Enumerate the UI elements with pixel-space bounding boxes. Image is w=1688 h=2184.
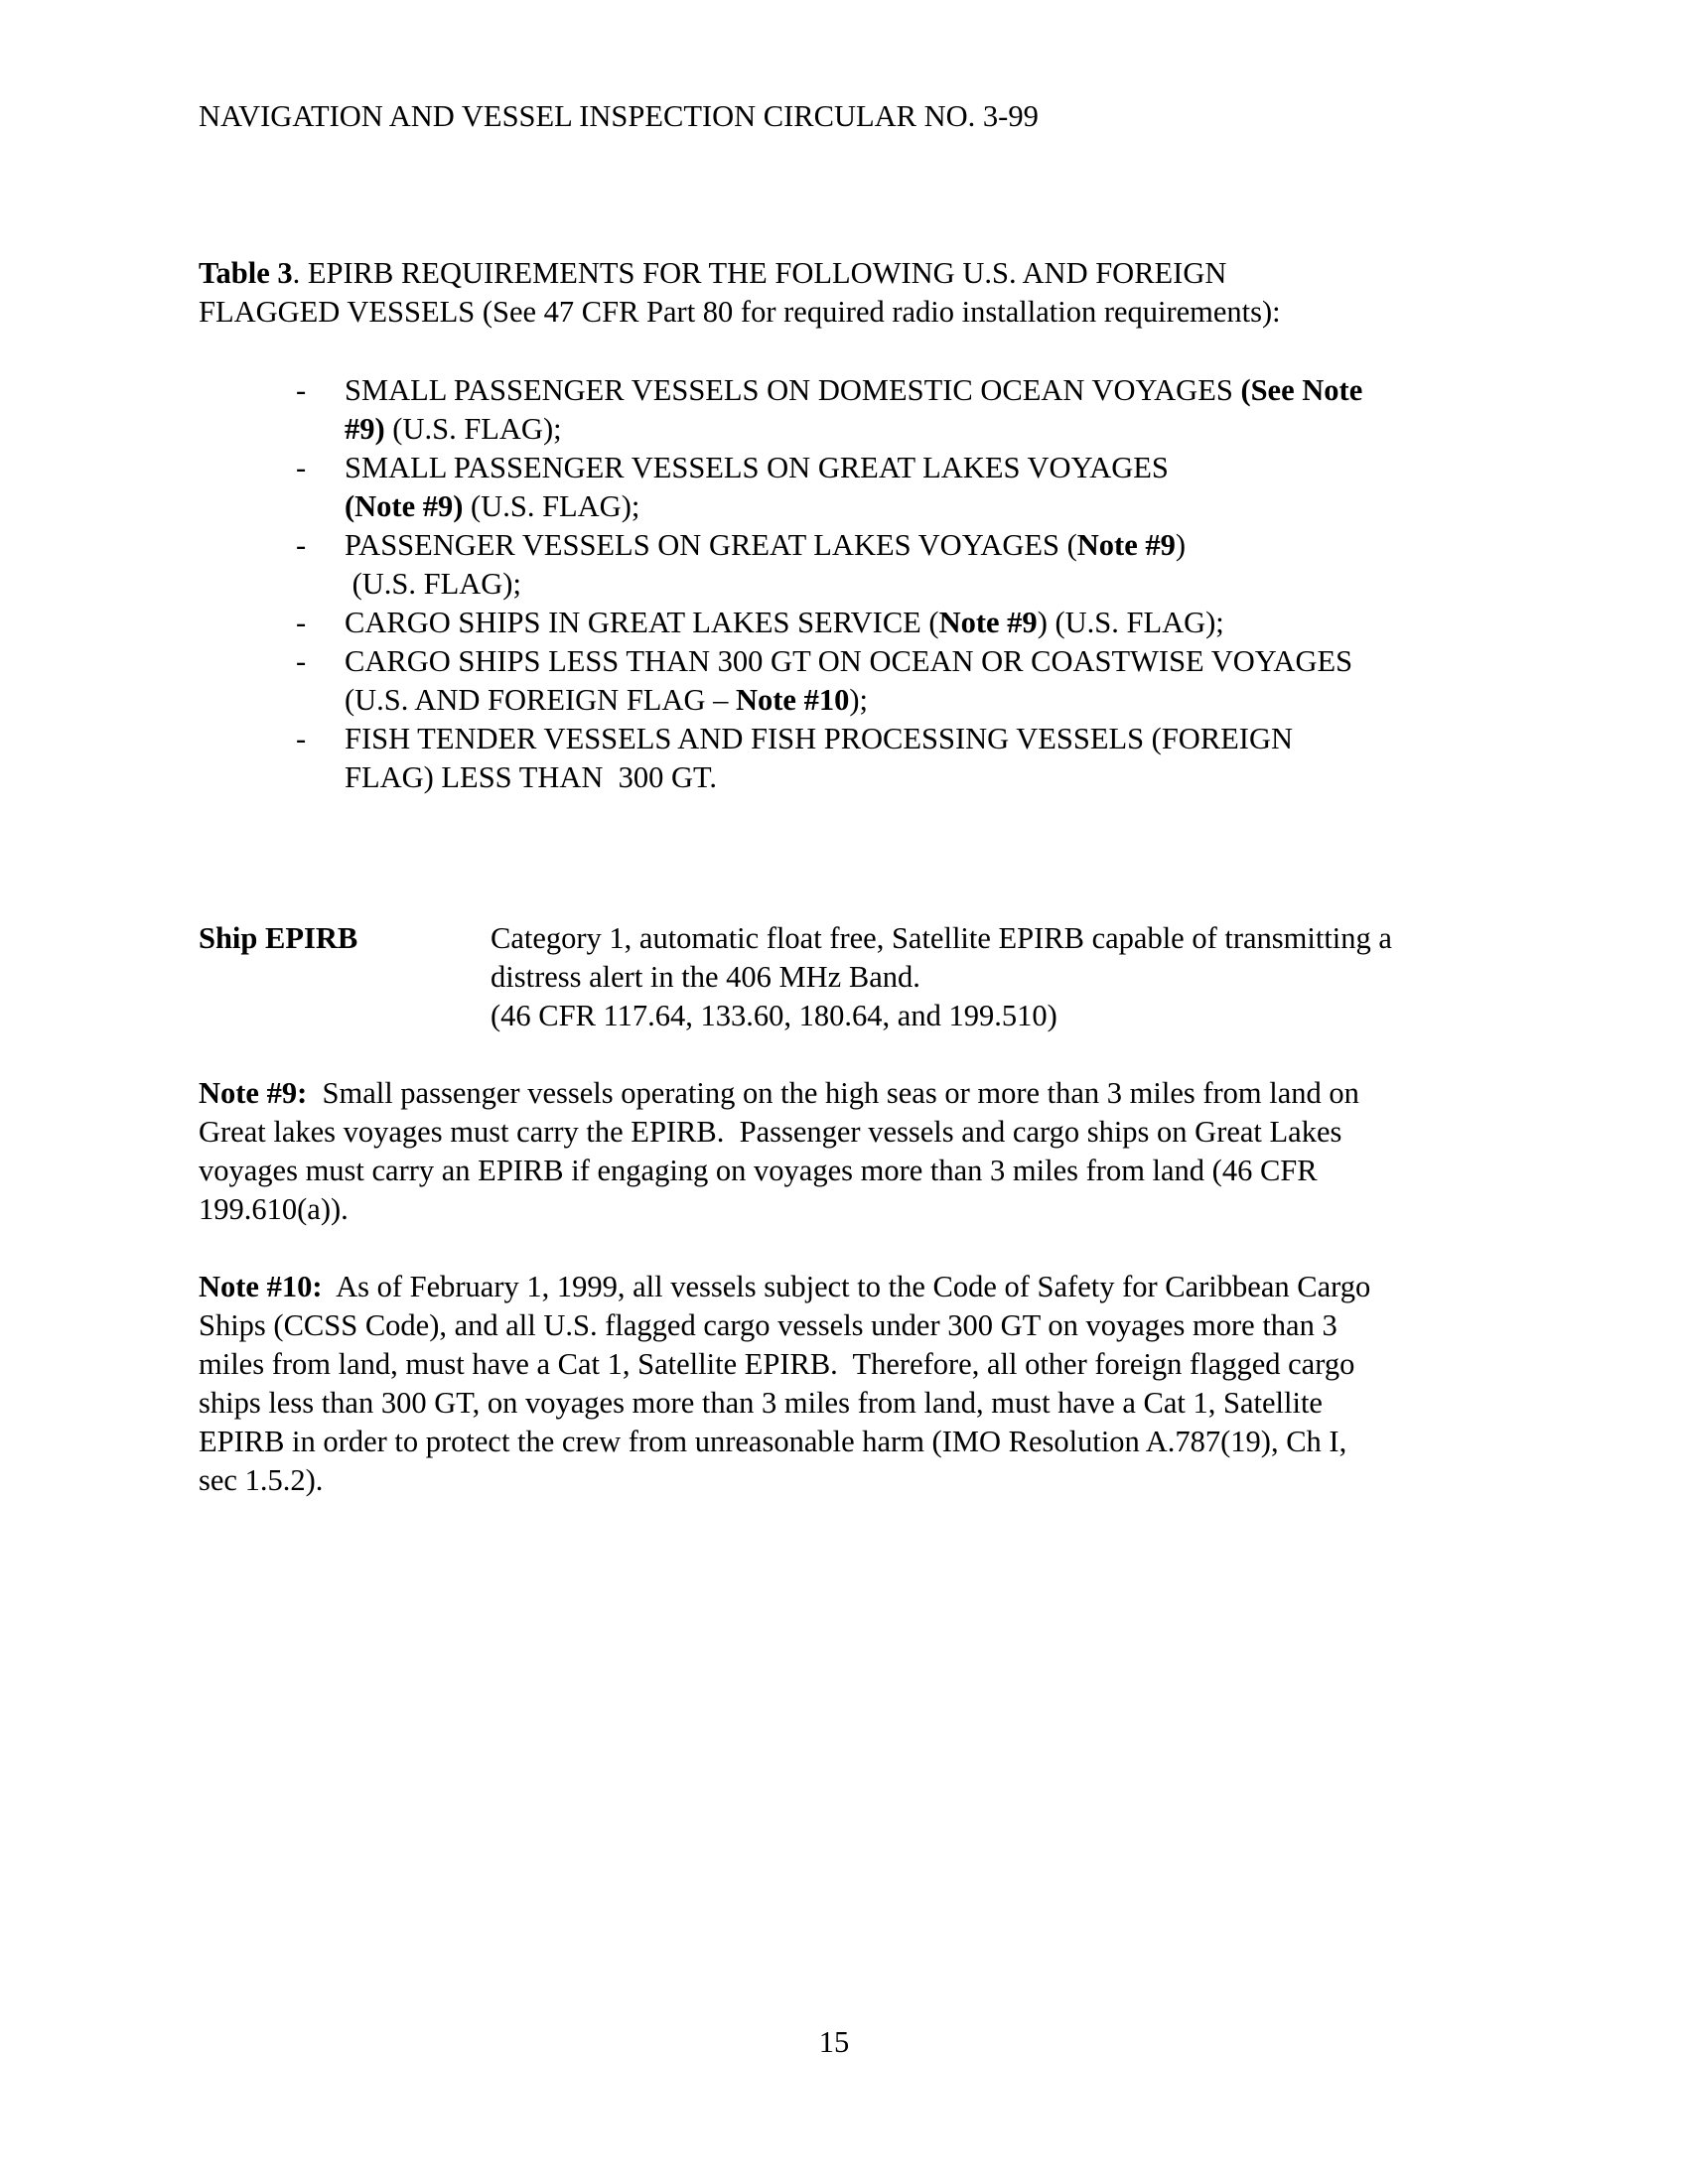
note-text: Great lakes voyages must carry the EPIRB. Passenger vessels and cargo ships on Great Lakes <box>199 1115 1342 1149</box>
table-title-line-1 <box>199 254 1479 293</box>
item-text: CARGO SHIPS LESS THAN 300 GT ON OCEAN OR COASTWISE VOYAGES <box>345 644 1353 678</box>
dash-bullet-icon: - <box>296 606 307 639</box>
page-header: NAVIGATION AND VESSEL INSPECTION CIRCULAR NO. 3-99 <box>199 99 1039 133</box>
description-line: Category 1, automatic float free, Satellite EPIRB capable of transmitting a <box>491 921 1392 955</box>
note-9 <box>199 1074 1489 1229</box>
table-label: Table 3 <box>199 256 293 290</box>
note-ref: Note #9 <box>938 606 1038 639</box>
dash-bullet-icon: - <box>296 451 307 484</box>
item-text: FISH TENDER VESSELS AND FISH PROCESSING VESSELS (FOREIGN <box>345 722 1294 755</box>
note-10 <box>199 1268 1489 1500</box>
note-text: miles from land, must have a Cat 1, Satellite EPIRB. Therefore, all other foreign flagged cargo <box>199 1347 1355 1381</box>
item-text: (U.S. AND FOREIGN FLAG – <box>345 683 736 717</box>
note-text: Ships (CCSS Code), and all U.S. flagged cargo vessels under 300 GT on voyages more than 3 <box>199 1308 1337 1342</box>
note-text: EPIRB in order to protect the crew from unreasonable harm (IMO Resolution A.787(19), Ch I, <box>199 1425 1347 1458</box>
note-text: voyages must carry an EPIRB if engaging on voyages more than 3 miles from land (46 CFR <box>199 1154 1318 1187</box>
note-ref: (Note #9) <box>345 489 464 523</box>
item-text: (U.S. FLAG); <box>463 489 640 523</box>
dash-bullet-icon: - <box>296 373 307 407</box>
description-line: distress alert in the 406 MHz Band. <box>491 960 920 994</box>
vessel-list <box>288 371 1479 797</box>
note-ref: Note #9 <box>1076 528 1176 562</box>
item-text: CARGO SHIPS IN GREAT LAKES SERVICE ( <box>345 606 939 639</box>
ship-epirb-description <box>491 919 1483 1035</box>
list-item <box>288 720 1479 797</box>
ship-epirb-label: Ship EPIRB <box>199 921 358 955</box>
dash-bullet-icon: - <box>296 722 307 755</box>
item-text: PASSENGER VESSELS ON GREAT LAKES VOYAGES ( <box>345 528 1077 562</box>
table-title-text: . EPIRB REQUIREMENTS FOR THE FOLLOWING U.S. AND FOREIGN <box>292 256 1227 290</box>
note-text: ships less than 300 GT, on voyages more than 3 miles from land, must have a Cat 1, Satellite <box>199 1386 1323 1420</box>
note-ref: Note #10 <box>735 683 850 717</box>
list-item <box>288 449 1479 526</box>
list-item <box>288 642 1479 720</box>
list-item <box>288 604 1479 642</box>
item-text: FLAG) LESS THAN 300 GT. <box>345 760 718 794</box>
table-title-line-2: FLAGGED VESSELS (See 47 CFR Part 80 for required radio installation requirements): <box>199 295 1281 329</box>
note-text: sec 1.5.2). <box>199 1463 324 1497</box>
note-text: Small passenger vessels operating on the high seas or more than 3 miles from land on <box>307 1076 1359 1110</box>
item-text: ); <box>849 683 868 717</box>
page-number: 15 <box>818 2025 850 2059</box>
note-text: As of February 1, 1999, all vessels subject to the Code of Safety for Caribbean Cargo <box>322 1270 1371 1303</box>
list-item <box>288 526 1479 604</box>
dash-bullet-icon: - <box>296 644 307 678</box>
dash-bullet-icon: - <box>296 528 307 562</box>
table-title <box>199 254 1479 332</box>
item-text: ) (U.S. FLAG); <box>1037 606 1224 639</box>
item-text: SMALL PASSENGER VESSELS ON GREAT LAKES VOYAGES <box>345 451 1169 484</box>
note-label: Note #9: <box>199 1076 308 1110</box>
item-text: SMALL PASSENGER VESSELS ON DOMESTIC OCEAN VOYAGES <box>345 373 1241 407</box>
item-text: (U.S. FLAG); <box>345 567 521 601</box>
list-item <box>288 371 1479 449</box>
note-ref: (See Note <box>1240 373 1363 407</box>
note-ref: #9) <box>345 412 385 446</box>
note-text: 199.610(a)). <box>199 1192 349 1226</box>
item-text: ) <box>1175 528 1187 562</box>
description-line: (46 CFR 117.64, 133.60, 180.64, and 199.510) <box>491 999 1057 1032</box>
note-label: Note #10: <box>199 1270 323 1303</box>
item-text: (U.S. FLAG); <box>384 412 562 446</box>
